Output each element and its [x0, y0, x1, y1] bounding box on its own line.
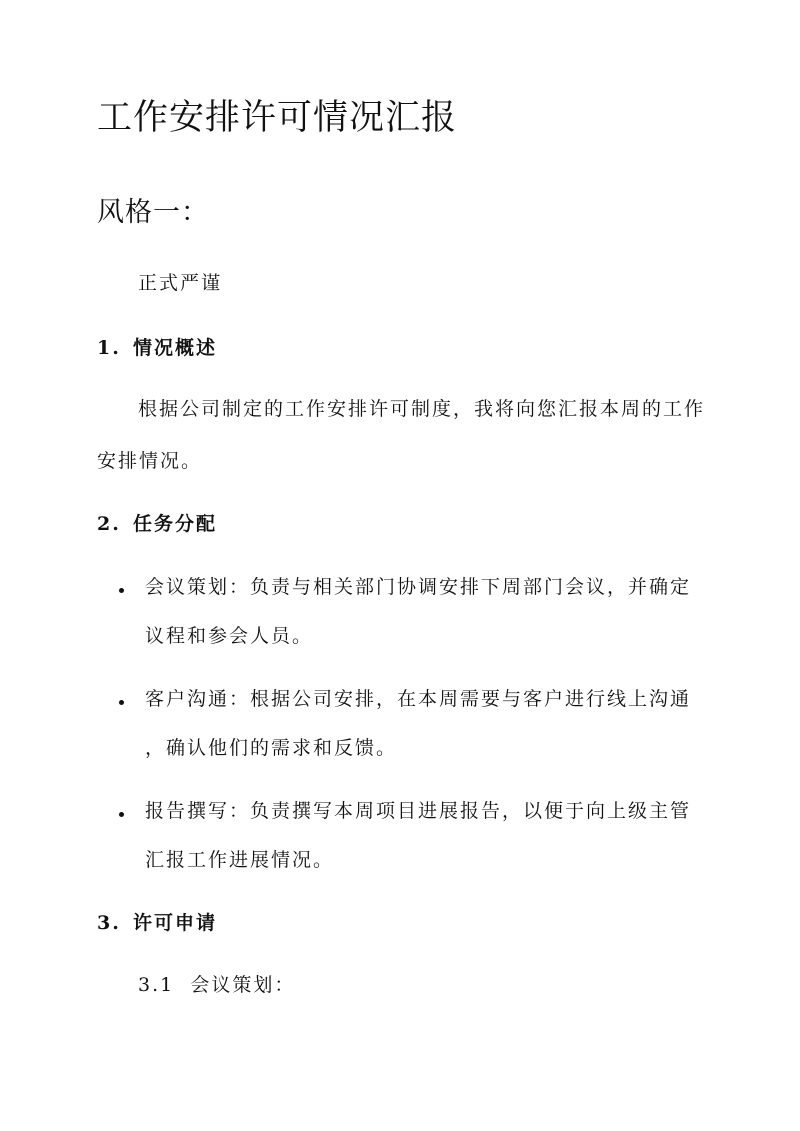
style-description: 正式严谨 — [138, 272, 223, 294]
paragraph-line: 根据公司制定的工作安排许可制度，我将向您汇报本周的工作 — [138, 398, 706, 420]
paragraph-line: 安排情况。 — [97, 450, 203, 472]
subsection-number: 3.1 — [138, 974, 175, 996]
style-heading: 风格一： — [97, 197, 209, 228]
subsection-heading — [138, 970, 295, 1000]
document-title: 工作安排许可情况汇报 — [97, 98, 458, 138]
section-title: 情况概述 — [133, 337, 218, 359]
list-item-line: 客户沟通：根据公司安排，在本周需要与客户进行线上沟通 — [145, 688, 692, 710]
subsection-title: 会议策划： — [190, 974, 296, 996]
list-item-line: 会议策划：负责与相关部门协调安排下周部门会议，并确定 — [145, 576, 692, 598]
bullet-icon — [119, 700, 124, 705]
section-title: 许可申请 — [133, 912, 218, 934]
section-number: 3. — [97, 912, 121, 934]
section-heading-task-allocation — [97, 509, 217, 539]
list-item-line: ，确认他们的需求和反馈。 — [145, 737, 398, 759]
section-heading-permit-application — [97, 908, 217, 938]
list-item-line: 议程和参会人员。 — [145, 625, 314, 647]
list-item-line: 汇报工作进展情况。 — [145, 849, 335, 871]
list-item-line: 报告撰写：负责撰写本周项目进展报告，以便于向上级主管 — [145, 800, 692, 822]
section-heading-overview — [97, 333, 217, 363]
section-number: 1. — [97, 337, 121, 359]
bullet-icon — [119, 588, 124, 593]
section-number: 2. — [97, 513, 121, 535]
bullet-icon — [119, 812, 124, 817]
section-title: 任务分配 — [133, 513, 218, 535]
